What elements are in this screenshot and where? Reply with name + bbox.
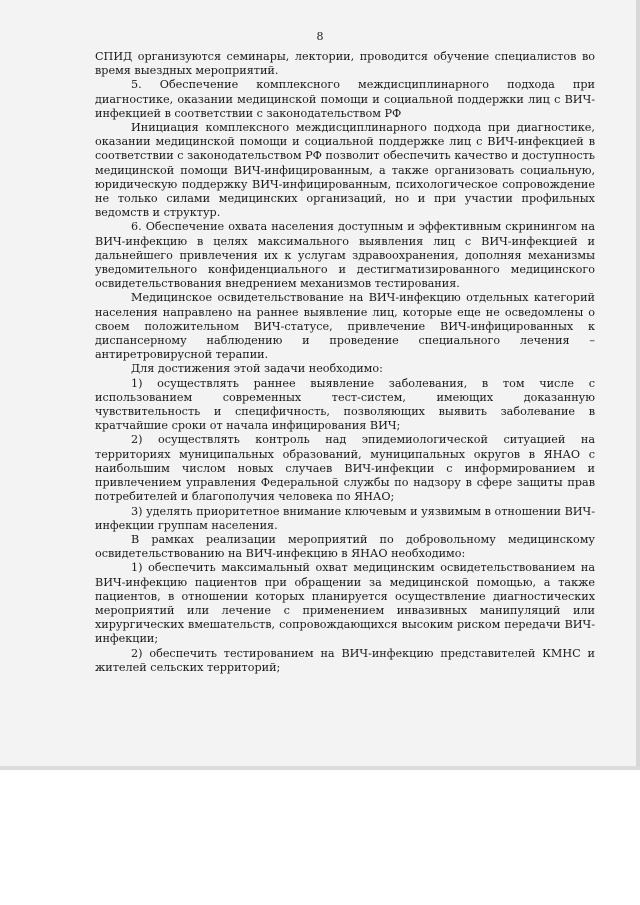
paragraph-5: Медицинское освидетельствование на ВИЧ-инфекцию отдельных категорий населения направлено на раннее выявление лиц, которые еще не осведомлены о своем положительном ВИЧ-статусе, привлечение ВИЧ-инфицированных к диспансерному наблюдению и проведение специального лечения – антиретровирусной терапии.: [95, 291, 595, 362]
list-item-3: 3) уделять приоритетное внимание ключевым и уязвимым в отношении ВИЧ-инфекции группам населения.: [95, 504, 595, 532]
list-item-4: 1) обеспечить максимальный охват медицинским освидетельствованием на ВИЧ-инфекцию пациентов при обращении за медицинской помощью, а также пациентов, в отношении которых планируется осуществление диагностических мероприятий или лечение с применением инвазивных манипуляций или хирургических вмешательств, сопровождающихся высоким риском передачи ВИЧ-инфекции;: [95, 561, 595, 646]
paragraph-3: Инициация комплексного междисциплинарного подхода при диагностике, оказании медицинской помощи и социальной поддержке лиц с ВИЧ-инфекцией в соответствии с законодательством РФ позволит обеспечить качество и доступность медицинской помощи ВИЧ-инфицированным, а также организовать социальную, юридическую поддержку ВИЧ-инфицированным, психологическое сопровождение не только силами медицинских организаций, но и при участии профильных ведомств и структур.: [95, 121, 595, 220]
list-item-5: 2) обеспечить тестированием на ВИЧ-инфекцию представителей КМНС и жителей сельских территорий;: [95, 646, 595, 674]
list-item-1: 1) осуществлять раннее выявление заболевания, в том числе с использованием современных тест-систем, имеющих доказанную чувствительность и специфичность, позволяющих выявить заболевание в кратчайшие сроки от начала инфицирования ВИЧ;: [95, 376, 595, 433]
paragraph-7: В рамках реализации мероприятий по добровольному медицинскому освидетельствованию на ВИЧ-инфекцию в ЯНАО необходимо:: [95, 532, 595, 561]
paragraph-4: 6. Обеспечение охвата населения доступным и эффективным скринингом на ВИЧ-инфекцию в целях максимального выявления лиц с ВИЧ-инфекцией и дальнейшего привлечения их к услугам здравоохранения, дополняя механизмы уведомительного конфиденциального и дестигматизированного медицинского освидетельствования внедрением механизмов тестирования.: [95, 220, 595, 291]
paragraph-1: СПИД организуются семинары, лектории, проводится обучение специалистов во время выездных мероприятий.: [95, 50, 595, 78]
paragraph-6: Для достижения этой задачи необходимо:: [131, 362, 383, 376]
scan-edge-bottom: [0, 766, 640, 770]
document-body: [95, 50, 595, 675]
scan-edge-right: [636, 0, 640, 770]
paragraph-2: 5. Обеспечение комплексного междисциплинарного подхода при диагностике, оказании медицинской помощи и социальной поддержки лиц с ВИЧ-инфекцией в соответствии с законодательством РФ: [95, 78, 595, 120]
list-item-2: 2) осуществлять контроль над эпидемиологической ситуацией на территориях муниципальных образований, муниципальных округов в ЯНАО с наибольшим числом новых случаев ВИЧ-инфекции с информированием и привлечением управления Федеральной службы по надзору в сфере защиты прав потребителей и благополучия человека по ЯНАО;: [95, 433, 595, 504]
page-number: 8: [316, 30, 324, 43]
